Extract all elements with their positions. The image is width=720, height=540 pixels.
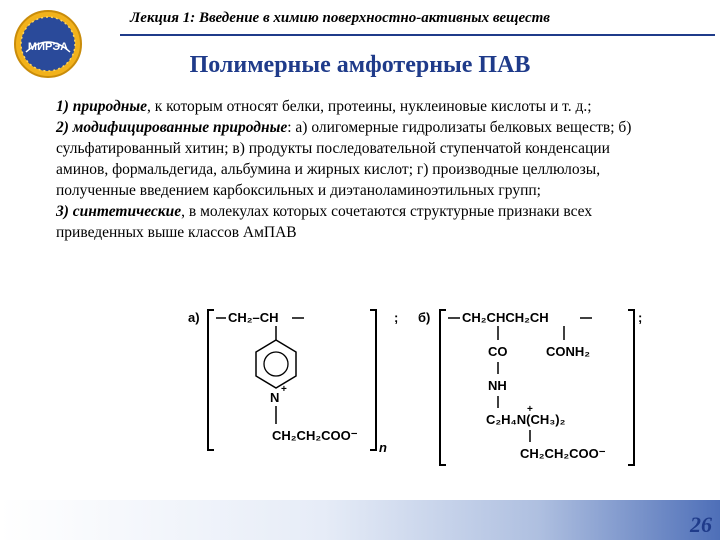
item2-lead: 2) модифицированные природные <box>56 119 288 136</box>
formula-b-label: б) <box>418 310 431 325</box>
formula-a-label: а) <box>188 310 200 325</box>
page-number: 26 <box>690 512 712 537</box>
formula-b-chain: CH₂CHCH₂CH <box>462 310 549 325</box>
formula-a-group: CH₂CH₂COO⁻ <box>272 428 358 443</box>
slide-title: Полимерные амфотерные ПАВ <box>189 52 531 78</box>
formula-separator: ; <box>394 310 399 325</box>
item-natural <box>56 96 656 117</box>
structural-formulas <box>180 300 650 475</box>
formula-b <box>418 310 634 465</box>
formula-a-plus: + <box>281 384 287 395</box>
item-modified <box>56 117 656 201</box>
formula-b-amine: C₂H₄N(CH₃)₂ <box>486 412 566 427</box>
header-divider <box>120 34 715 36</box>
item1-lead: 1) природные <box>56 98 148 115</box>
item1-text: , к которым относят белки, протеины, нуклеиновые кислоты и т. д.; <box>147 98 592 115</box>
formula-b-end: ; <box>638 310 643 325</box>
formula-b-conh2: CONH₂ <box>546 344 591 359</box>
logo-text: МИРЭА <box>27 41 69 53</box>
item3-lead: 3) синтетические <box>56 203 182 220</box>
item2-text: : а) олигомерные гидролизаты белковых веществ; б) сульфатированный хитин; в) продукты последовательной ступенчатой конденсации аминов, формальдегида, альбумина и жирных кислот; г) производные целлюлозы, полученные введением карбоксильных и диэтаноламиноэтильных групп; <box>56 119 632 199</box>
footer-bar <box>0 500 720 540</box>
formula-b-nh: NH <box>488 378 507 393</box>
formula-b-group: CH₂CH₂COO⁻ <box>520 446 606 461</box>
item3-text: , в молекулах которых сочетаются структурные признаки всех приведенных выше классов АмПАВ <box>56 203 593 241</box>
formula-a-n: N <box>270 390 280 405</box>
formula-b-co: CO <box>488 344 508 359</box>
item-synthetic <box>56 201 656 243</box>
formula-a <box>188 310 387 455</box>
lecture-title: Лекция 1: Введение в химию поверхностно-активных веществ <box>130 10 551 26</box>
formula-a-index: n <box>379 440 387 455</box>
formula-a-chain: CH₂–CH <box>228 310 279 325</box>
formula-b-plus: + <box>527 404 533 415</box>
slide-body <box>56 96 656 243</box>
